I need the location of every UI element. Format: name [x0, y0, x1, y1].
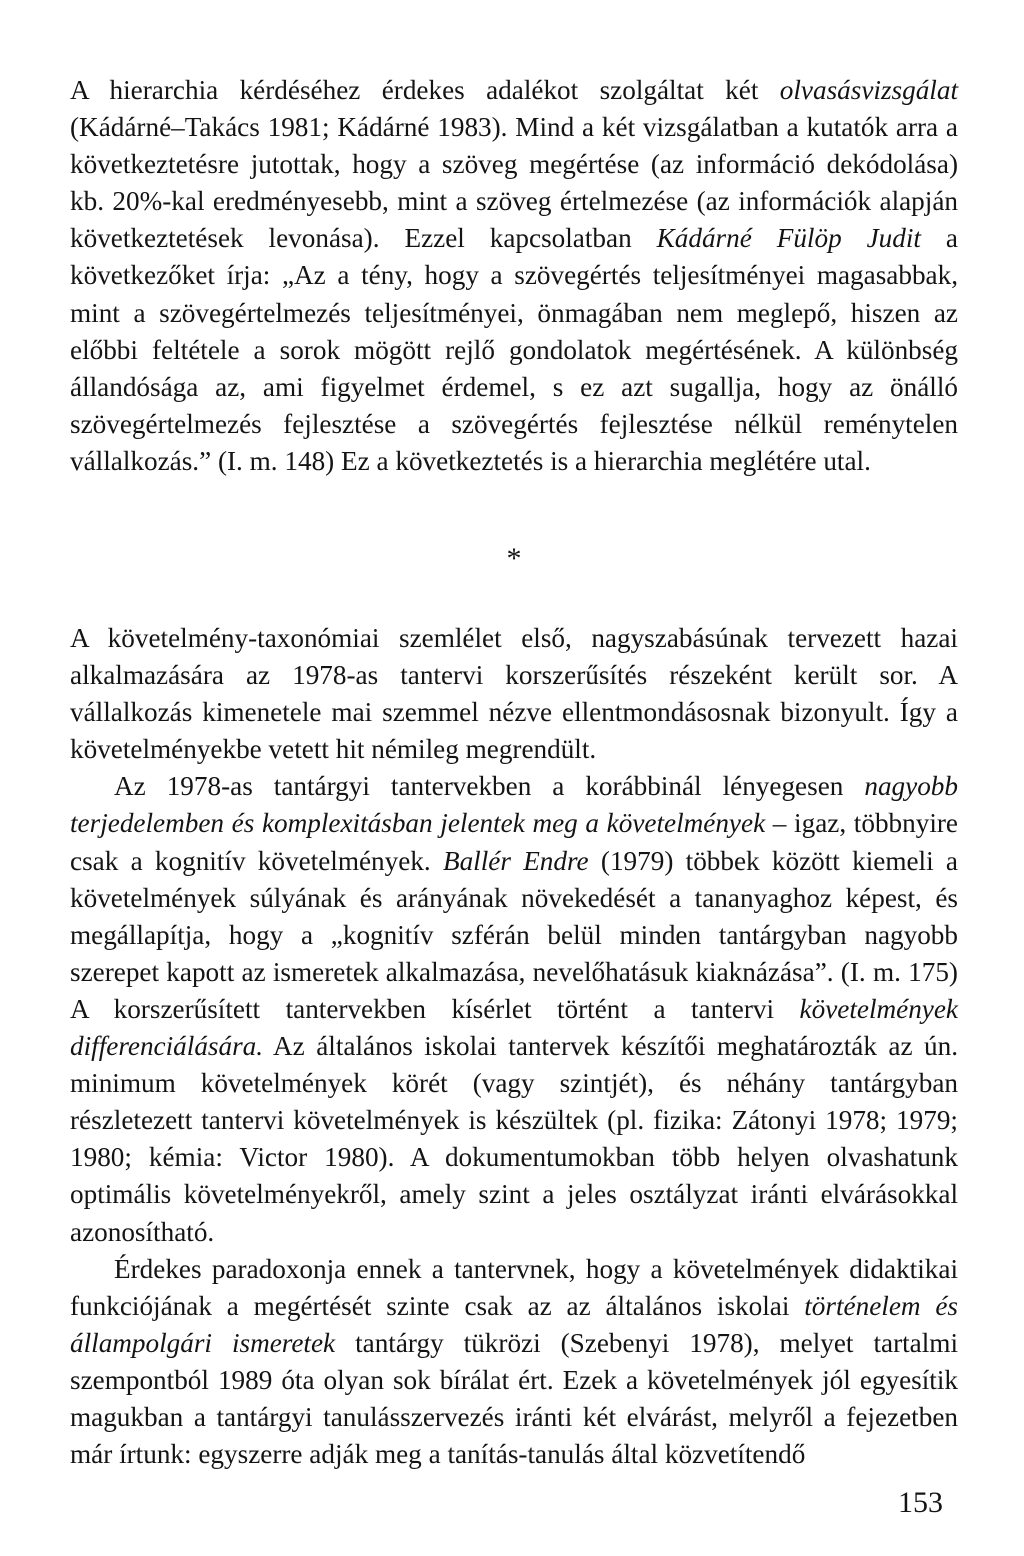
text-run: tantárgy tükrözi (Szebenyi 1978), melyet tartalmi szempontból 1989 óta olyan sok bírálat ért. Ezek a követelmények jól egyesítik magukban a tantárgyi tanulásszervezés iránti két elvárást, melyről a fejezetben már írtunk: egyszerre adják meg a tanítás-tanulás által közvetítendő [70, 1327, 958, 1470]
italic-subject: történelem és állampolgári ismeretek [70, 1290, 958, 1358]
text-run: Az általános iskolai tantervek készítői meghatározták az ún. minimum követelmények körét (vagy szintjét), és néhány tantárgyban részletezett tantervi követelmények is készültek (pl. fizika: Zátonyi 1978; 1979; 1980; kémia: Victor 1980). A dokumentumokban több helyen olvashatunk optimális követelményekről, amely szint a jeles osztályzat iránti elvárásokkal azonosítható. [70, 1031, 958, 1247]
italic-term: olvasásvizsgálat [779, 75, 958, 105]
text-run: A követelmény-taxonómiai szemlélet első, nagyszabásúnak tervezett hazai alkalmazására az 1978-as tantervi korszerűsítés részeként került sor. A vállalkozás kimenetele mai szemmel nézve ellentmondásosnak bizonyult. Így a követelményekbe vetett hit némileg megrendült. [70, 623, 958, 765]
section-separator: * [506, 542, 522, 575]
paragraph-hierarchy [70, 72, 958, 480]
text-run: a következőket írja: „Az a tény, hogy a szövegértés teljesítményei magasabbak, mint a szövegértelmezés teljesítményei, önmagában nem meglepő, hiszen az előbbi feltétele a sorok mögött rejlő gondolatok megértésének. A különbség állandósága az, ami figyelmet érdemel, s ez azt sugallja, hogy az önálló szövegértelmezés fejlesztése a szövegértés fejlesztése nélkül reménytelen vállalkozás.” (I. m. 148) Ez a következtetés is a hierarchia meglétére utal. [70, 223, 958, 476]
page-number: 153 [898, 1486, 943, 1519]
text-run: (1979) többek között kiemeli a követelmények súlyának és arányának növekedését a tananyaghoz képest, és megállapítja, hogy a „kognitív szférán belül minden tantárgyban nagyobb szerepet kapott az ismeretek alkalmazása, nevelőhatásuk kiaknázása”. (I. m. 175) A korszerűsített tantervekben kísérlet történt a tantervi [70, 845, 958, 1024]
italic-emphasis: nagyobb terjedelemben és komplexitásban jelentek meg a követelmények [70, 771, 958, 839]
text-run: A hierarchia kérdéséhez érdekes adalékot szolgáltat két [70, 75, 780, 105]
italic-emphasis: követelmények differenciálására. [70, 993, 958, 1062]
paragraph-paradox [70, 1251, 958, 1474]
text-run: – igaz, többnyire csak a kognitív követelmények. [70, 808, 958, 876]
page-body [70, 72, 958, 1470]
text-run: (Kádárné–Takács 1981; Kádárné 1983). Mind a két vizsgálatban a kutatók arra a következtetésre jutottak, hogy a szöveg megértése (az információ dekódolása) kb. 20%-kal eredményesebb, mint a szöveg értelmezése (az információk alapján következtetések levonása). Ezzel kapcsolatban [70, 112, 958, 254]
paragraph-1978-curricula [70, 768, 958, 1250]
paragraph-taxonomy [70, 620, 958, 768]
text-run: Az 1978-as tantárgyi tantervekben a korábbinál lényegesen [114, 771, 865, 802]
italic-author: Ballér Endre [442, 845, 589, 876]
text-run: Érdekes paradoxonja ennek a tantervnek, hogy a követelmények didaktikai funkciójának a megértését szinte csak az az általános iskolai [70, 1253, 958, 1321]
italic-author: Kádárné Fülöp Judit [656, 223, 921, 254]
section-requirements [70, 620, 958, 1473]
